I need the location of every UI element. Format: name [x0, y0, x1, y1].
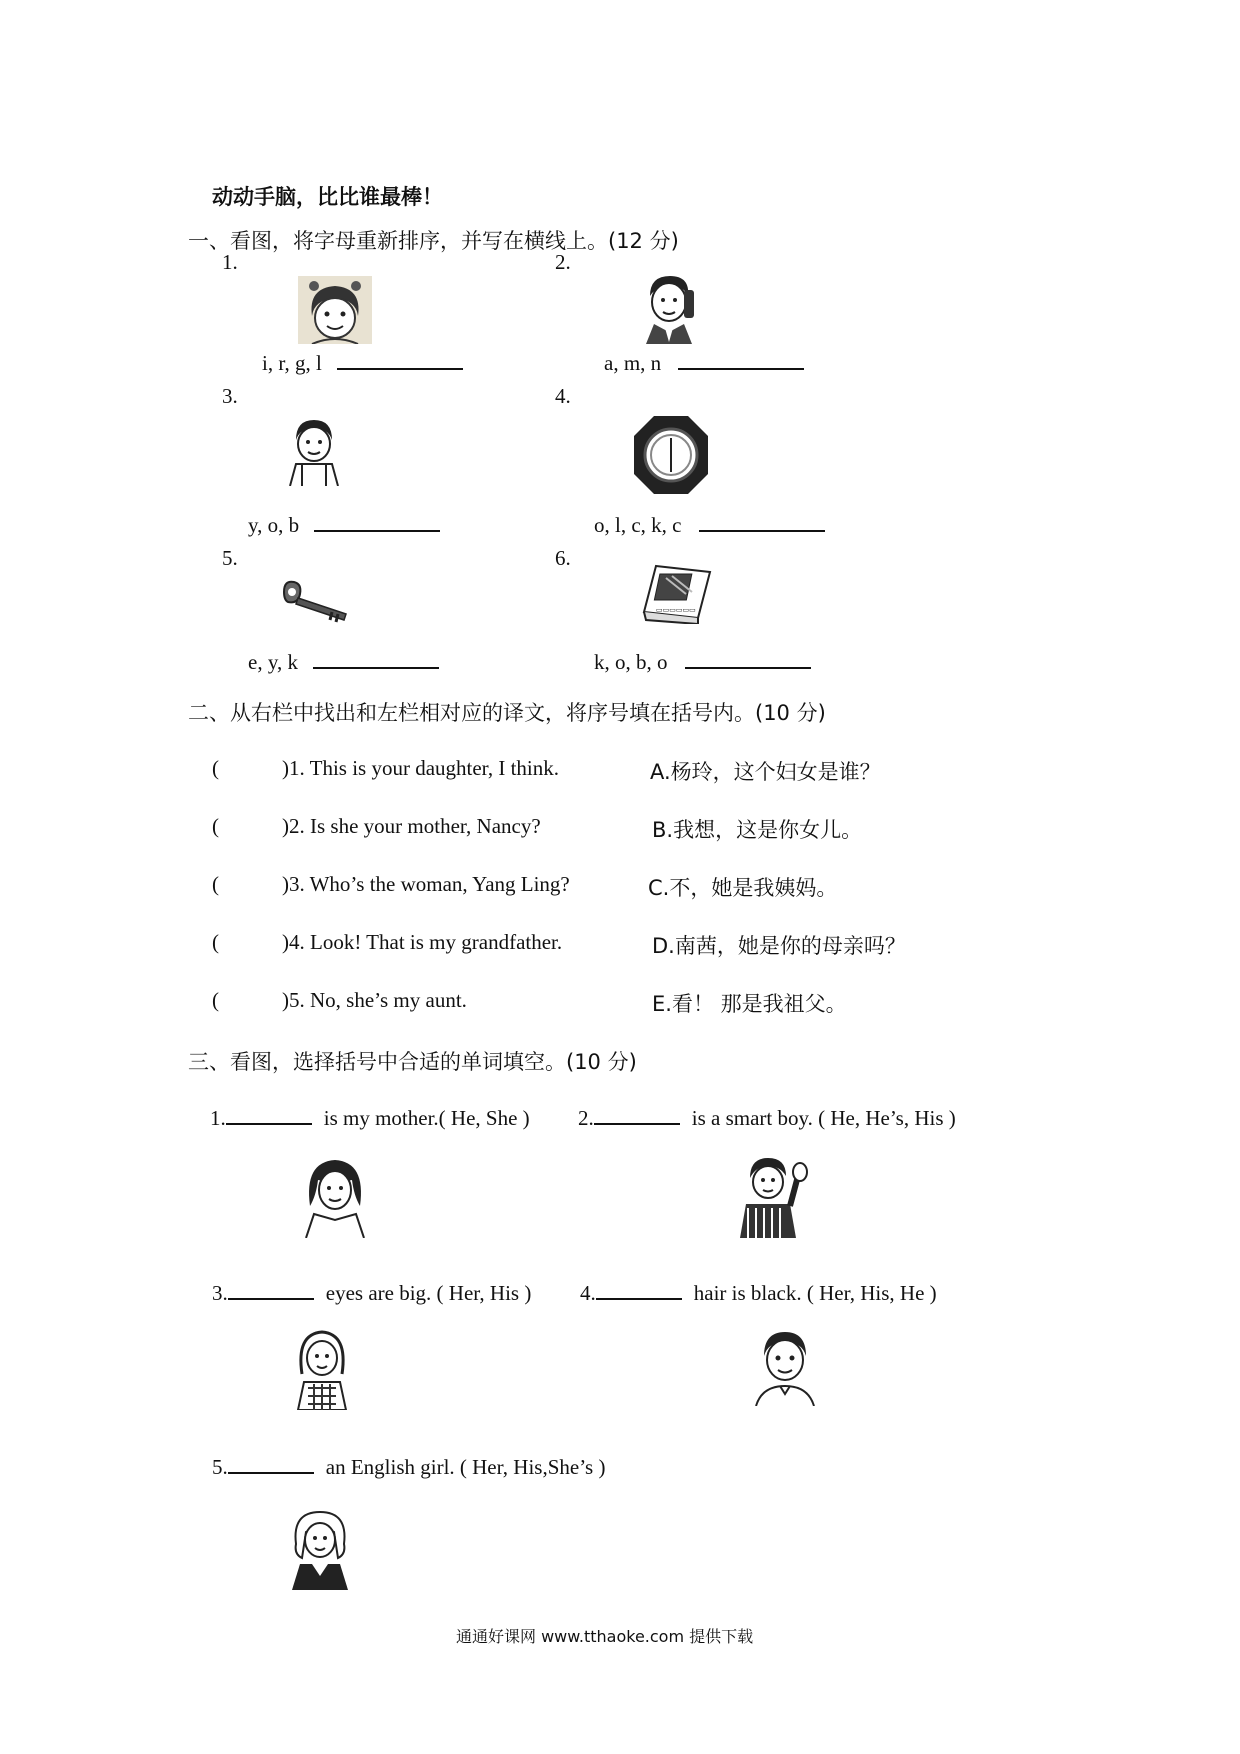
girl-face-icon — [298, 276, 372, 344]
s3-q2-answer-line[interactable] — [594, 1105, 680, 1125]
s3-q5 — [212, 1454, 605, 1480]
svg-text:▭▭▭▭▭▭: ▭▭▭▭▭▭ — [656, 606, 696, 614]
s1-item1-number: 1. — [222, 250, 238, 274]
section1-title: 一、看图，将字母重新排序，并写在横线上。(12 分) — [188, 229, 679, 253]
s1-item5-letters: e, y, k — [248, 650, 298, 674]
clock-icon — [632, 414, 710, 496]
s1-item1-answer-line[interactable] — [337, 350, 463, 370]
s3-q3 — [212, 1280, 531, 1306]
s1-item3-answer-line[interactable] — [314, 512, 440, 532]
key-icon — [280, 578, 352, 626]
s1-item6-row — [594, 649, 811, 675]
s1-item5-answer-line[interactable] — [313, 649, 439, 669]
s3-q3-answer-line[interactable] — [228, 1280, 314, 1300]
smart-boy-picture — [734, 1154, 810, 1238]
s2-row1-chinese: A.杨玲，这个妇女是谁？ — [650, 760, 881, 784]
s1-item2-answer-line[interactable] — [678, 350, 804, 370]
footer-text: 通通好课网 www.tthaoke.com 提供下载 — [456, 1627, 754, 1646]
s1-item6-letters: k, o, b, o — [594, 650, 668, 674]
s1-item4-number: 4. — [555, 384, 571, 408]
s3-q2-text: is a smart boy. ( He, He’s, His ) — [691, 1106, 956, 1130]
s3-q1-answer-line[interactable] — [226, 1105, 312, 1125]
man-picture — [752, 1328, 818, 1406]
s2-row4-english: )4. Look! That is my grandfather. — [282, 930, 563, 954]
s1-item3-letters: y, o, b — [248, 513, 300, 537]
s2-row1-english: )1. This is your daughter, I think. — [282, 756, 559, 780]
s2-row5-bracket[interactable]: ( — [212, 988, 219, 1012]
s1-item3-row — [248, 512, 440, 538]
s3-q2-number: 2. — [578, 1106, 594, 1130]
english-girl-picture — [288, 1508, 352, 1590]
girl-picture — [292, 1328, 352, 1410]
s3-q5-text: an English girl. ( Her, His,She’s ) — [325, 1455, 606, 1479]
s3-q5-answer-line[interactable] — [228, 1454, 314, 1474]
s3-q4-text: hair is black. ( Her, His, He ) — [693, 1281, 937, 1305]
s1-item1-row — [262, 350, 463, 376]
s1-item1-letters: i, r, g, l — [262, 351, 322, 375]
s1-item4-letters: o, l, c, k, c — [594, 513, 682, 537]
s3-q4-answer-line[interactable] — [596, 1280, 682, 1300]
s1-item4-row — [594, 512, 825, 538]
s2-row4-bracket[interactable]: ( — [212, 930, 219, 954]
boy-icon — [284, 416, 344, 486]
s1-item2-letters: a, m, n — [604, 351, 662, 375]
book-icon — [642, 564, 712, 624]
s2-row3-bracket[interactable]: ( — [212, 872, 219, 896]
s2-row3-english: )3. Who’s the woman, Yang Ling? — [282, 872, 570, 896]
s2-row3-chinese: C.不，她是我姨妈。 — [648, 876, 838, 900]
s1-item2-row — [604, 350, 804, 376]
s1-item5-row — [248, 649, 439, 675]
s2-row5-chinese: E.看！ 那是我祖父。 — [652, 992, 847, 1016]
s2-row1-bracket[interactable]: ( — [212, 756, 219, 780]
s1-item4-answer-line[interactable] — [699, 512, 825, 532]
s1-item6-answer-line[interactable] — [685, 649, 811, 669]
man-phone-icon — [640, 272, 698, 344]
section2-title: 二、从右栏中找出和左栏相对应的译文，将序号填在括号内。(10 分) — [188, 701, 826, 725]
s3-q1 — [210, 1105, 530, 1131]
s3-q1-text: is my mother.( He, She ) — [323, 1106, 530, 1130]
page-heading: 动动手脑，比比谁最棒！ — [212, 185, 443, 209]
s3-q5-number: 5. — [212, 1455, 228, 1479]
s3-q4-number: 4. — [580, 1281, 596, 1305]
s1-item3-number: 3. — [222, 384, 238, 408]
mother-picture — [302, 1156, 368, 1238]
s3-q3-number: 3. — [212, 1281, 228, 1305]
s2-row2-english: )2. Is she your mother, Nancy? — [282, 814, 541, 838]
section3-title: 三、看图，选择括号中合适的单词填空。(10 分) — [188, 1050, 637, 1074]
s1-item2-number: 2. — [555, 250, 571, 274]
s1-item6-number: 6. — [555, 546, 571, 570]
s2-row4-chinese: D.南茜，她是你的母亲吗？ — [652, 934, 906, 958]
s3-q4 — [580, 1280, 937, 1306]
s3-q3-text: eyes are big. ( Her, His ) — [325, 1281, 532, 1305]
s2-row5-english: )5. No, she’s my aunt. — [282, 988, 467, 1012]
s3-q2 — [578, 1105, 956, 1131]
s1-item5-number: 5. — [222, 546, 238, 570]
s3-q1-number: 1. — [210, 1106, 226, 1130]
s2-row2-bracket[interactable]: ( — [212, 814, 219, 838]
s2-row2-chinese: B.我想，这是你女儿。 — [652, 818, 863, 842]
